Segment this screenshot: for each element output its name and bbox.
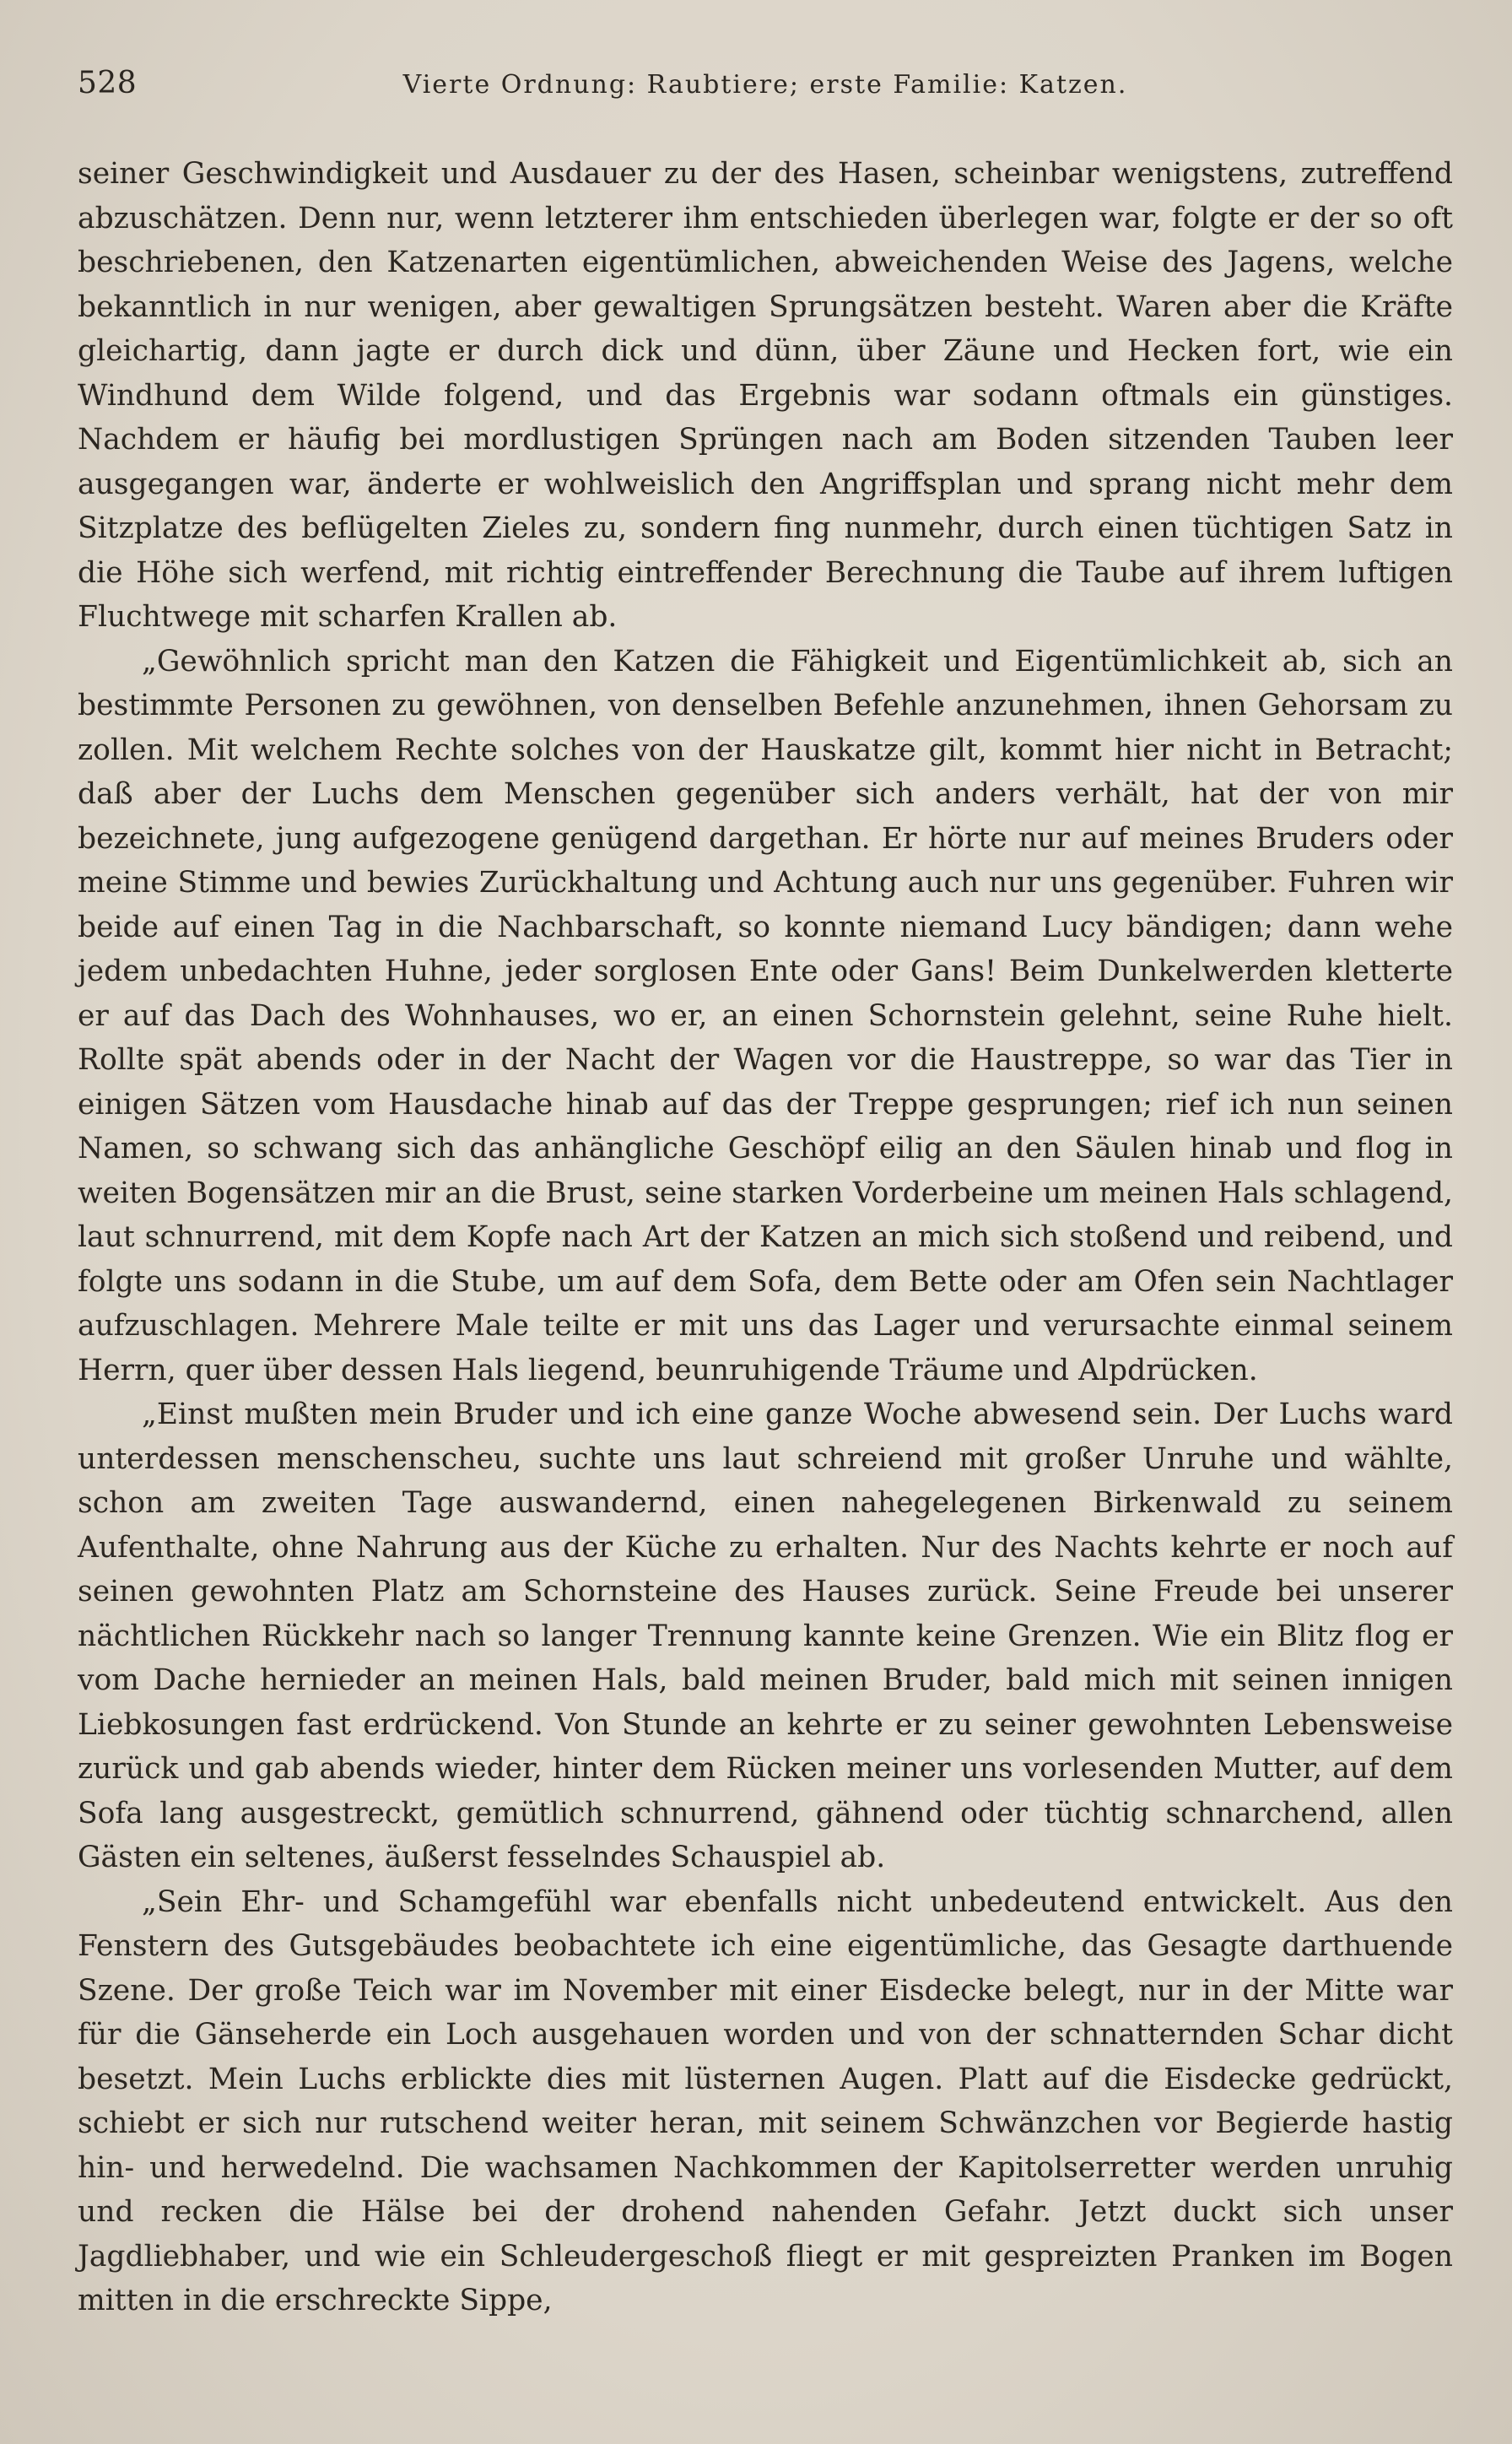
page-number: 528 [78,66,138,100]
paragraph: seiner Geschwindigkeit und Ausdauer zu der des Hasen, scheinbar wenigstens, zutreffend abzuschätzen. Denn nur, wenn letzterer ihm entschieden überlegen war, folgte er der so oft beschriebenen, den Katzenarten eigentümlichen, abweichenden Weise des Jagens, welche bekanntlich in nur wenigen, aber gewaltigen Sprungsätzen besteht. Waren aber die Kräfte gleichartig, dann jagte er durch dick und dünn, über Zäune und Hecken fort, wie ein Windhund dem Wilde folgend, und das Ergebnis war sodann oftmals ein günstiges. Nachdem er häufig bei mordlustigen Sprüngen nach am Boden sitzenden Tauben leer ausgegangen war, änderte er wohlweislich den Angriffsplan und sprang nicht mehr dem Sitzplatze des beflügelten Zieles zu, sondern fing nunmehr, durch einen tüchtigen Satz in die Höhe sich werfend, mit richtig eintreffender Berechnung die Taube auf ihrem luftigen Fluchtwege mit scharfen Krallen ab. [78,157,1453,634]
paragraph: „Gewöhnlich spricht man den Katzen die Fähigkeit und Eigentümlichkeit ab, sich an bestimmte Personen zu gewöhnen, von denselben Befehle anzunehmen, ihnen Gehorsam zu zollen. Mit welchem Rechte solches von der Hauskatze gilt, kommt hier nicht in Betracht; daß aber der Luchs dem Menschen gegenüber sich anders verhält, hat der von mir bezeichnete, jung aufgezogene genügend dargethan. Er hörte nur auf meines Bruders oder meine Stimme und bewies Zurückhaltung und Achtung auch nur uns gegenüber. Fuhren wir beide auf einen Tag in die Nachbarschaft, so konnte niemand Lucy bändigen; dann wehe jedem unbedachten Huhne, jeder sorglosen Ente oder Gans! Beim Dunkelwerden kletterte er auf das Dach des Wohnhauses, wo er, an einen Schornstein gelehnt, seine Ruhe hielt. Rollte spät abends oder in der Nacht der Wagen vor die Haustreppe, so war das Tier in einigen Sätzen vom Hausdache hinab auf das der Treppe gesprungen; rief ich nun seinen Namen, so schwang sich das anhängliche Geschöpf eilig an den Säulen hinab und flog in weiten Bogensätzen mir an die Brust, seine starken Vorderbeine um meinen Hals schlagend, laut schnurrend, mit dem Kopfe nach Art der Katzen an mich sich stoßend und reibend, und folgte uns sodann in die Stube, um auf dem Sofa, dem Bette oder am Ofen sein Nachtlager aufzuschlagen. Mehrere Male teilte er mit uns das Lager und verursachte einmal seinem Herrn, quer über dessen Hals liegend, beunruhigende Träume und Alpdrücken. [78,644,1453,1387]
paragraph: „Sein Ehr- und Schamgefühl war ebenfalls nicht unbedeutend entwickelt. Aus den Fenstern des Gutsgebäudes beobachtete ich eine eigentümliche, das Gesagte darthuende Szene. Der große Teich war im November mit einer Eisdecke belegt, nur in der Mitte war für die Gänseherde ein Loch ausgehauen worden und von der schnatternden Schar dicht besetzt. Mein Luchs erblickte dies mit lüsternen Augen. Platt auf die Eisdecke gedrückt, schiebt er sich nur rutschend weiter heran, mit seinem Schwänzchen vor Begierde hastig hin- und herwedelnd. Die wachsamen Nachkommen der Kapitolserretter werden unruhig und recken die Hälse bei der drohend nahenden Gefahr. Jetzt duckt sich unser Jagdliebhaber, und wie ein Schleudergeschoß fliegt er mit gespreizten Pranken im Bogen mitten in die erschreckte Sippe, [78,1884,1453,2317]
running-head: Vierte Ordnung: Raubtiere; erste Familie: Katzen. [402,70,1128,100]
body-text [78,152,1453,2323]
page-header [78,66,1453,115]
paragraph: „Einst mußten mein Bruder und ich eine ganze Woche abwesend sein. Der Luchs ward unterdessen menschenscheu, suchte uns laut schreiend mit großer Unruhe und wählte, schon am zweiten Tage auswandernd, einen nahegelegenen Birkenwald zu seinem Aufenthalte, ohne Nahrung aus der Küche zu erhalten. Nur des Nachts kehrte er noch auf seinen gewohnten Platz am Schornsteine des Hauses zurück. Seine Freude bei unserer nächtlichen Rückkehr nach so langer Trennung kannte keine Grenzen. Wie ein Blitz flog er vom Dache hernieder an meinen Hals, bald meinen Bruder, bald mich mit seinen innigen Liebkosungen fast erdrückend. Von Stunde an kehrte er zu seiner gewohnten Lebensweise zurück und gab abends wieder, hinter dem Rücken meiner uns vorlesenden Mutter, auf dem Sofa lang ausgestreckt, gemütlich schnurrend, gähnend oder tüchtig schnarchend, allen Gästen ein seltenes, äußerst fesselndes Schauspiel ab. [78,1398,1453,1874]
